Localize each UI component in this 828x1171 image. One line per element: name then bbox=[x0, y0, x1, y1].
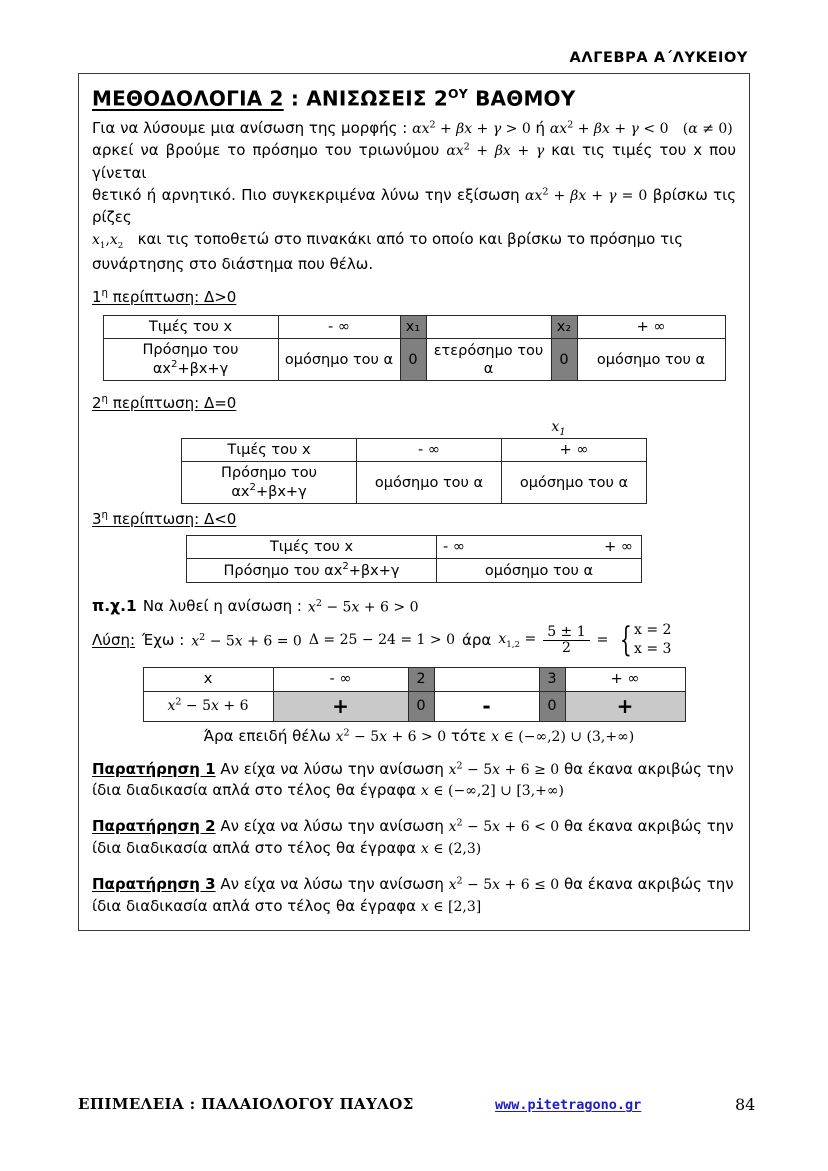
cell-minus-infinity: - ∞ bbox=[357, 439, 502, 462]
case-1-sup: η bbox=[101, 288, 109, 300]
cell-sign-plus-left: + bbox=[273, 691, 408, 721]
cell-sign-minus: - bbox=[434, 691, 539, 721]
methodology-content-box bbox=[78, 73, 750, 931]
remark-1-text-a: Αν είχα να λύσω την ανίσωση bbox=[220, 759, 444, 778]
case-3-text: περίπτωση: Δ<0 bbox=[108, 510, 237, 529]
trinomial-formula: $x^2 - 5x + 6$ bbox=[167, 696, 249, 715]
remark-3-set: x ∈ [2,3] bbox=[420, 898, 482, 915]
cell-root-x1: x₁ bbox=[400, 316, 426, 339]
course-header: ΑΛΓΕΒΡΑ Α΄ΛΥΚΕΙΟΥ bbox=[569, 50, 748, 66]
case-1-text: περίπτωση: Δ>0 bbox=[108, 288, 237, 307]
conclusion-set: x ∈ (−∞,2) ∪ (3,+∞) bbox=[491, 728, 635, 745]
intro-text-4: θετικό ή αρνητικό. Πιο συγκεκριμένα λύνω την εξίσωση bbox=[92, 185, 520, 204]
intro-text-1: Για να λύσουμε μια ανίσωση της μορφής : bbox=[92, 118, 408, 137]
case-label-2 bbox=[92, 394, 236, 412]
cell-sign-of-trinomial bbox=[103, 339, 278, 381]
solution-fraction bbox=[543, 625, 589, 655]
remark-1-text-b: θα έκανα ακριβώς την ίδια διαδικασία απλά στο τέλος θα έγραφα bbox=[92, 759, 734, 800]
cell-infinity-range bbox=[437, 536, 642, 559]
case-2-text: περίπτωση: Δ=0 bbox=[108, 394, 237, 413]
cell-minus-infinity-label: - ∞ bbox=[443, 539, 465, 556]
case-label-3 bbox=[92, 510, 236, 528]
cell-sign-right: ομόσημο του α bbox=[577, 339, 725, 381]
footer-website-link[interactable]: www.pitetragono.gr bbox=[495, 1097, 642, 1113]
footer-editor: ΕΠΙΜΕΛΕΙΑ : ΠΑΛΑΙΟΛΟΓΟΥ ΠΑΥΛΟΣ bbox=[78, 1095, 414, 1113]
solution-ara: άρα bbox=[462, 631, 492, 650]
cell-sign-left: ομόσημο του α bbox=[278, 339, 400, 381]
cell-x-header: x bbox=[143, 668, 273, 691]
remark-1-formula: $x^2 - 5x + 6 \ge 0$ bbox=[448, 759, 560, 778]
solution-equation: $x^2 - 5x + 6 = 0$ bbox=[191, 631, 302, 650]
intro-text-5: βρίσκω τις ρίζες bbox=[92, 185, 737, 227]
cell-sign-of-trinomial bbox=[182, 462, 357, 504]
sign-label-line2: $\alpha x^2+\beta x+\gamma$ bbox=[231, 482, 307, 501]
table-row bbox=[182, 462, 647, 504]
intro-formula-6: $x_1,x_2$ bbox=[92, 232, 124, 252]
intro-formula-1: $\alpha x^2 + \beta x + \gamma > 0$ bbox=[412, 119, 531, 137]
table-row bbox=[182, 439, 647, 462]
cell-root-x2: x₂ bbox=[551, 316, 577, 339]
title-rest: : ΑΝΙΣΩΣΕΙΣ 2 bbox=[283, 86, 449, 111]
remark-1 bbox=[92, 759, 736, 803]
cell-sign-plus-right: + bbox=[565, 691, 685, 721]
table-row bbox=[187, 536, 642, 559]
sign-table-delta-negative bbox=[186, 535, 642, 583]
sign-table-1-wrapper bbox=[92, 315, 736, 381]
remark-1-set: x ∈ (−∞,2] ∪ [3,+∞) bbox=[420, 783, 564, 800]
case-2-sup: η bbox=[101, 394, 109, 406]
solution-cases-rows bbox=[634, 621, 671, 659]
case-3-sup: η bbox=[101, 510, 109, 522]
sign-label-line1: Πρόσημο του bbox=[142, 342, 239, 359]
cell-root-3: 3 bbox=[539, 668, 565, 691]
cell-zero-1: 0 bbox=[400, 339, 426, 381]
table-row bbox=[143, 691, 685, 721]
intro-text-7: συνάρτησης στο διάστημα που θέλω. bbox=[92, 255, 374, 274]
cell-blank-middle bbox=[426, 316, 551, 339]
fraction-numerator: 5 ± 1 bbox=[543, 625, 589, 641]
remark-3-formula: $x^2 - 5x + 6 \le 0$ bbox=[448, 875, 560, 893]
solution-roots-var: $x_{1,2}$ = bbox=[498, 630, 537, 650]
root-marker-x1: $x_1$ bbox=[551, 419, 566, 439]
intro-text-2: αρκεί να βρούμε το πρόσημο του τριωνύμου bbox=[92, 141, 440, 160]
example-prompt-text: Να λυθεί η ανίσωση : bbox=[142, 597, 302, 616]
conclusion-formula: $x^2 - 5x + 6 > 0$ bbox=[335, 726, 447, 745]
table-row bbox=[143, 668, 685, 691]
cell-sign-right: ομόσημο του α bbox=[502, 462, 647, 504]
intro-text-6: και τις τοποθετώ στο πινακάκι από το οποίο και βρίσκω το πρόσημο τις bbox=[137, 230, 684, 249]
sign-table-delta-zero bbox=[181, 438, 647, 504]
cell-values-of-x: Τιμές του x bbox=[187, 536, 437, 559]
intro-formula-4: $\alpha x^2 + \beta x + \gamma$ bbox=[446, 141, 545, 160]
brace-icon: { bbox=[620, 620, 633, 661]
remark-2-head: Παρατήρηση 2 bbox=[92, 817, 216, 836]
remark-2 bbox=[92, 816, 736, 860]
cell-sign: ομόσημο του α bbox=[437, 559, 642, 583]
example-inequality: $x^2 - 5x + 6 > 0$ bbox=[307, 597, 419, 616]
solution-equals: = bbox=[596, 632, 609, 649]
sign-table-2-wrapper bbox=[92, 419, 736, 504]
table-row bbox=[187, 559, 642, 583]
case-2-number: 2 bbox=[92, 394, 102, 413]
remark-2-formula: $x^2 - 5x + 6 < 0$ bbox=[448, 817, 560, 836]
cell-plus-infinity: + ∞ bbox=[502, 439, 647, 462]
cell-minus-infinity: - ∞ bbox=[278, 316, 400, 339]
cell-plus-infinity-label: + ∞ bbox=[604, 539, 633, 556]
cell-sign-left: ομόσημο του α bbox=[357, 462, 502, 504]
sign-label-line2: $\alpha x^2+\beta x+\gamma$ bbox=[152, 359, 229, 378]
title-superscript: ΟΥ bbox=[448, 86, 468, 101]
remark-3-head: Παρατήρηση 3 bbox=[92, 875, 216, 893]
remark-2-text-a: Αν είχα να λύσω την ανίσωση bbox=[220, 817, 444, 836]
table-row bbox=[103, 316, 725, 339]
cell-plus-infinity: + ∞ bbox=[565, 668, 685, 691]
sign-table-3-wrapper bbox=[92, 535, 736, 583]
example-prompt bbox=[92, 597, 736, 615]
remark-2-set: x ∈ (2,3) bbox=[420, 841, 482, 858]
solution-case-2: x = 3 bbox=[634, 641, 672, 658]
cell-zero-2: 0 bbox=[551, 339, 577, 381]
remark-1-head: Παρατήρηση 1 bbox=[92, 759, 216, 778]
cell-values-of-x: Τιμές του x bbox=[182, 439, 357, 462]
sign-label-line1: Πρόσημο του bbox=[220, 465, 318, 482]
cell-minus-infinity: - ∞ bbox=[273, 668, 408, 691]
example-solution bbox=[92, 621, 736, 659]
solution-echo: Έχω : bbox=[142, 631, 185, 650]
solution-discriminant: Δ = 25 − 24 = 1 > 0 bbox=[308, 632, 456, 649]
cell-blank-middle bbox=[434, 668, 539, 691]
title-tail: ΒΑΘΜΟΥ bbox=[467, 86, 576, 111]
solution-cases bbox=[615, 621, 671, 659]
cell-root-2: 2 bbox=[408, 668, 434, 691]
remark-3-text-b: θα έκανα ακριβώς την ίδια διαδικασία απλά στο τέλος θα έγραφα bbox=[92, 875, 734, 915]
intro-formula-5: $\alpha x^2 + \beta x + \gamma = 0$ bbox=[525, 186, 648, 204]
intro-or: ή bbox=[535, 118, 546, 137]
cell-values-of-x: Τιμές του x bbox=[103, 316, 278, 339]
solution-label: Λύση: bbox=[92, 631, 136, 650]
cell-sign-middle: ετερόσημο του α bbox=[426, 339, 551, 381]
case-3-number: 3 bbox=[92, 510, 102, 529]
cell-sign-of-trinomial: Πρόσημο του $\alpha x^2+\beta x+\gamma$ bbox=[187, 559, 437, 583]
example-table-wrapper bbox=[92, 667, 736, 721]
footer-page-number: 84 bbox=[735, 1095, 756, 1114]
case-1-number: 1 bbox=[92, 288, 102, 307]
intro-formula-3: (α ≠ 0) bbox=[682, 120, 733, 137]
intro-paragraph bbox=[92, 117, 736, 275]
intro-text-3: και τις τιμές του x που γίνεται bbox=[92, 141, 736, 182]
sign-table-delta-positive bbox=[103, 315, 726, 381]
solution-case-1: x = 2 bbox=[634, 622, 672, 639]
cell-trinomial-expression bbox=[143, 691, 273, 721]
example-conclusion bbox=[92, 727, 736, 745]
conclusion-text-a: Άρα επειδή θέλω bbox=[203, 726, 331, 745]
conclusion-text-b: τότε bbox=[450, 726, 487, 745]
intro-formula-2: $\alpha x^2 + \beta x + \gamma < 0$ bbox=[549, 119, 669, 137]
remark-3-text-a: Αν είχα να λύσω την ανίσωση bbox=[220, 875, 444, 893]
example-tag: π.χ.1 bbox=[92, 597, 137, 616]
case-label-1 bbox=[92, 288, 236, 306]
cell-zero-right: 0 bbox=[539, 691, 565, 721]
cell-plus-infinity: + ∞ bbox=[577, 316, 725, 339]
remark-2-text-b: θα έκανα ακριβώς την ίδια διαδικασία απλά στο τέλος θα έγραφα bbox=[92, 817, 734, 858]
remark-3 bbox=[92, 874, 736, 918]
fraction-denominator: 2 bbox=[561, 639, 571, 656]
page-title bbox=[92, 86, 736, 111]
table-row bbox=[103, 339, 725, 381]
example-sign-table bbox=[143, 667, 686, 721]
cell-zero-left: 0 bbox=[408, 691, 434, 721]
page-footer bbox=[0, 1095, 828, 1125]
title-main: ΜΕΘΟΔΟΛΟΓΙΑ 2 bbox=[92, 86, 284, 111]
